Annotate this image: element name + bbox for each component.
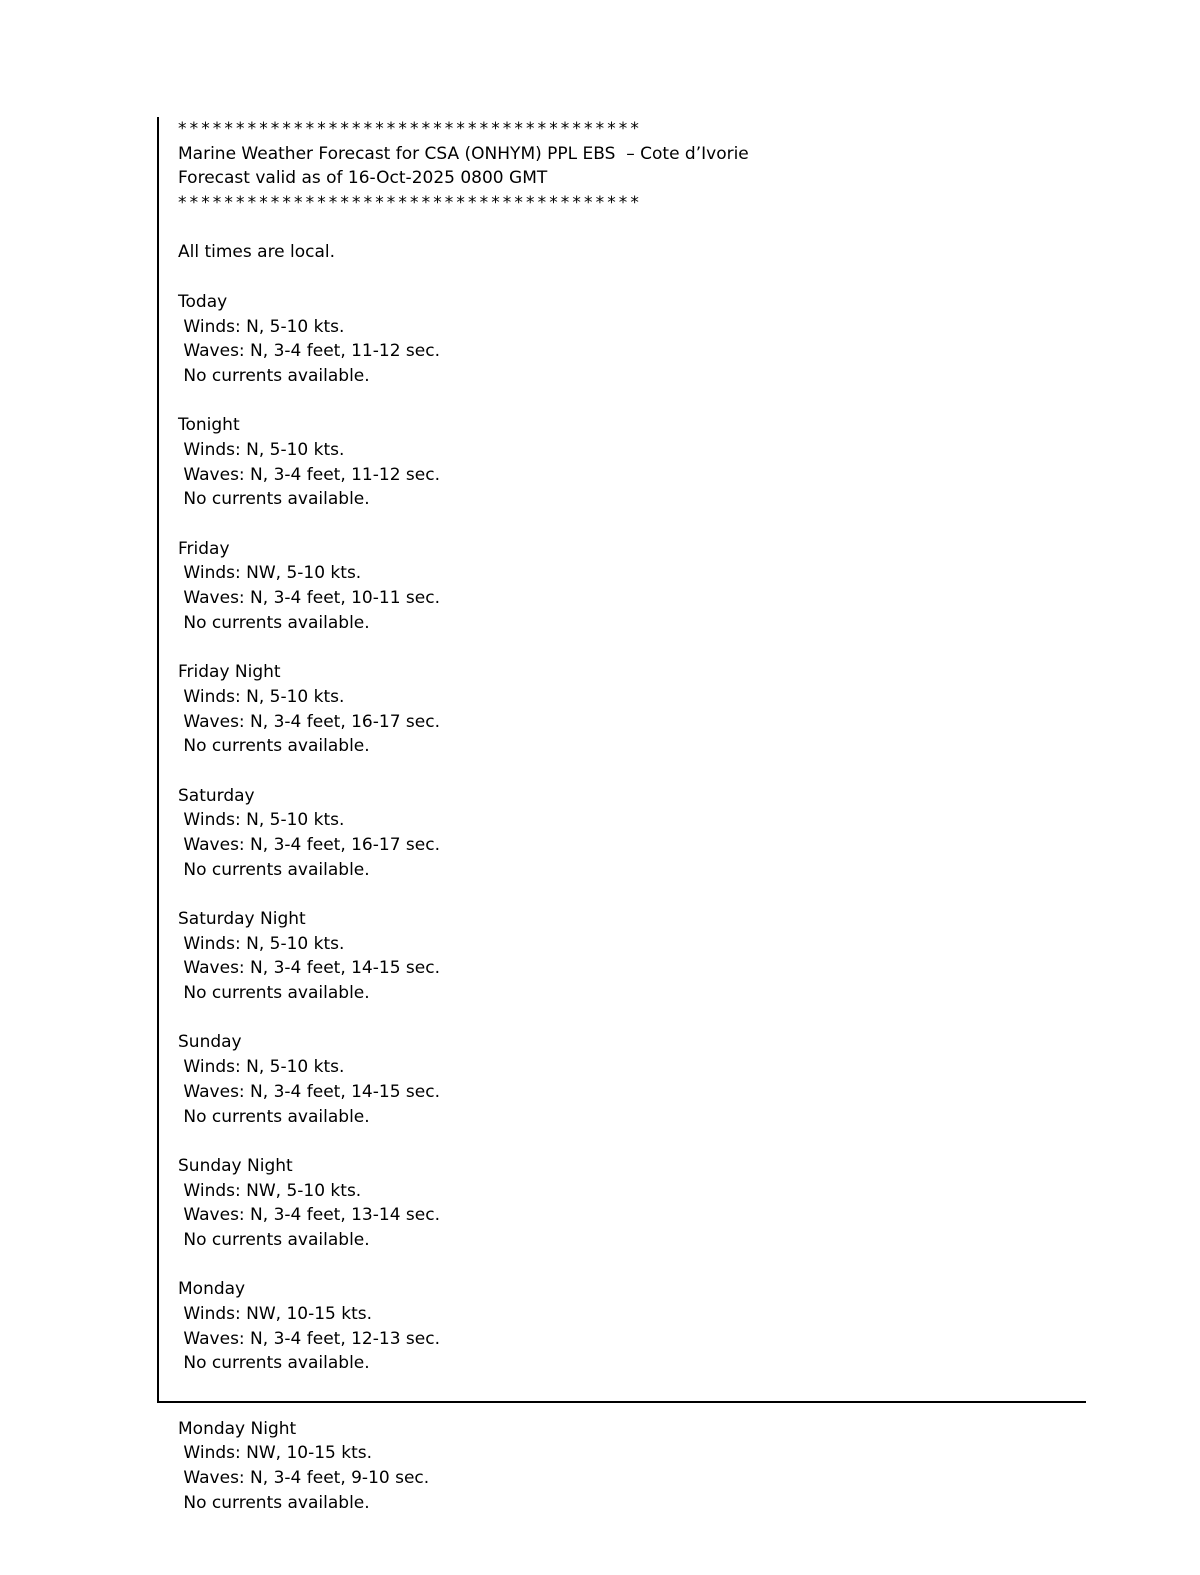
- forecast-section-sunday: [178, 1030, 1086, 1129]
- section-currents-line: No currents available.: [178, 859, 370, 880]
- forecast-section-saturday: [178, 784, 1086, 883]
- section-waves-line: Waves: N, 3-4 feet, 12-13 sec.: [178, 1328, 440, 1349]
- section-day-label: Saturday: [178, 785, 255, 806]
- section-waves-line: Waves: N, 3-4 feet, 11-12 sec.: [178, 464, 440, 485]
- forecast-section-tonight: [178, 413, 1086, 512]
- section-day-label: Sunday: [178, 1032, 242, 1053]
- times-note: All times are local.: [178, 242, 336, 263]
- spacer: [178, 216, 1086, 241]
- section-winds-line: Winds: NW, 10-15 kts.: [178, 1443, 373, 1464]
- section-day-label: Friday Night: [178, 662, 281, 683]
- section-waves-line: Waves: N, 3-4 feet, 16-17 sec.: [178, 834, 440, 855]
- section-currents-line: No currents available.: [178, 489, 370, 510]
- forecast-section-today: [178, 290, 1086, 389]
- spacer: [178, 759, 1086, 784]
- section-waves-line: Waves: N, 3-4 feet, 9-10 sec.: [178, 1468, 430, 1489]
- spacer: [178, 265, 1086, 290]
- section-currents-line: No currents available.: [178, 983, 370, 1004]
- section-currents-line: No currents available.: [178, 1353, 370, 1374]
- forecast-valid-line: Forecast valid as of 16-Oct-2025 0800 GMT: [178, 168, 548, 189]
- section-winds-line: Winds: N, 5-10 kts.: [178, 316, 345, 337]
- section-winds-line: Winds: N, 5-10 kts.: [178, 810, 345, 831]
- section-waves-line: Waves: N, 3-4 feet, 13-14 sec.: [178, 1205, 440, 1226]
- section-winds-line: Winds: N, 5-10 kts.: [178, 933, 345, 954]
- stars-divider-bottom: ****************************************: [178, 193, 642, 214]
- section-waves-line: Waves: N, 3-4 feet, 16-17 sec.: [178, 711, 440, 732]
- section-day-label: Friday: [178, 538, 230, 559]
- spacer: [178, 1006, 1086, 1031]
- section-winds-line: Winds: NW, 5-10 kts.: [178, 1180, 362, 1201]
- forecast-section-sunday-night: [178, 1154, 1086, 1253]
- section-waves-line: Waves: N, 3-4 feet, 10-11 sec.: [178, 588, 440, 609]
- section-winds-line: Winds: N, 5-10 kts.: [178, 686, 345, 707]
- forecast-section-monday: [178, 1277, 1086, 1376]
- forecast-section-saturday-night: [178, 907, 1086, 1006]
- section-day-label: Monday Night: [178, 1418, 297, 1439]
- section-day-label: Today: [178, 291, 228, 312]
- section-currents-line: No currents available.: [178, 1492, 370, 1513]
- forecast-section-friday-night: [178, 660, 1086, 759]
- spacer: [178, 635, 1086, 660]
- forecast-text-column: [157, 117, 1086, 1516]
- forecast-section-monday-night: [157, 1417, 1086, 1516]
- forecast-section-friday: [178, 537, 1086, 636]
- section-day-label: Sunday Night: [178, 1155, 293, 1176]
- spacer: [178, 1253, 1086, 1278]
- section-currents-line: No currents available.: [178, 365, 370, 386]
- spacer: [178, 389, 1086, 414]
- section-waves-line: Waves: N, 3-4 feet, 14-15 sec.: [178, 1081, 440, 1102]
- spacer: [178, 882, 1086, 907]
- spacer: [178, 512, 1086, 537]
- section-day-label: Monday: [178, 1279, 246, 1300]
- forecast-frame: [157, 117, 1086, 1403]
- section-waves-line: Waves: N, 3-4 feet, 11-12 sec.: [178, 341, 440, 362]
- spacer: [178, 1129, 1086, 1154]
- section-currents-line: No currents available.: [178, 1229, 370, 1250]
- section-winds-line: Winds: NW, 5-10 kts.: [178, 563, 362, 584]
- forecast-title: Marine Weather Forecast for CSA (ONHYM) PPL EBS – Cote d’Ivorie: [178, 143, 749, 164]
- stars-divider-top: ****************************************: [178, 119, 642, 139]
- section-currents-line: No currents available.: [178, 736, 370, 757]
- section-currents-line: No currents available.: [178, 612, 370, 633]
- section-currents-line: No currents available.: [178, 1106, 370, 1127]
- section-day-label: Tonight: [178, 415, 240, 436]
- section-day-label: Saturday Night: [178, 909, 306, 929]
- section-winds-line: Winds: N, 5-10 kts.: [178, 439, 345, 460]
- spacer: [178, 1376, 1086, 1401]
- section-winds-line: Winds: NW, 10-15 kts.: [178, 1304, 373, 1324]
- section-waves-line: Waves: N, 3-4 feet, 14-15 sec.: [178, 958, 440, 979]
- section-winds-line: Winds: N, 5-10 kts.: [178, 1057, 345, 1078]
